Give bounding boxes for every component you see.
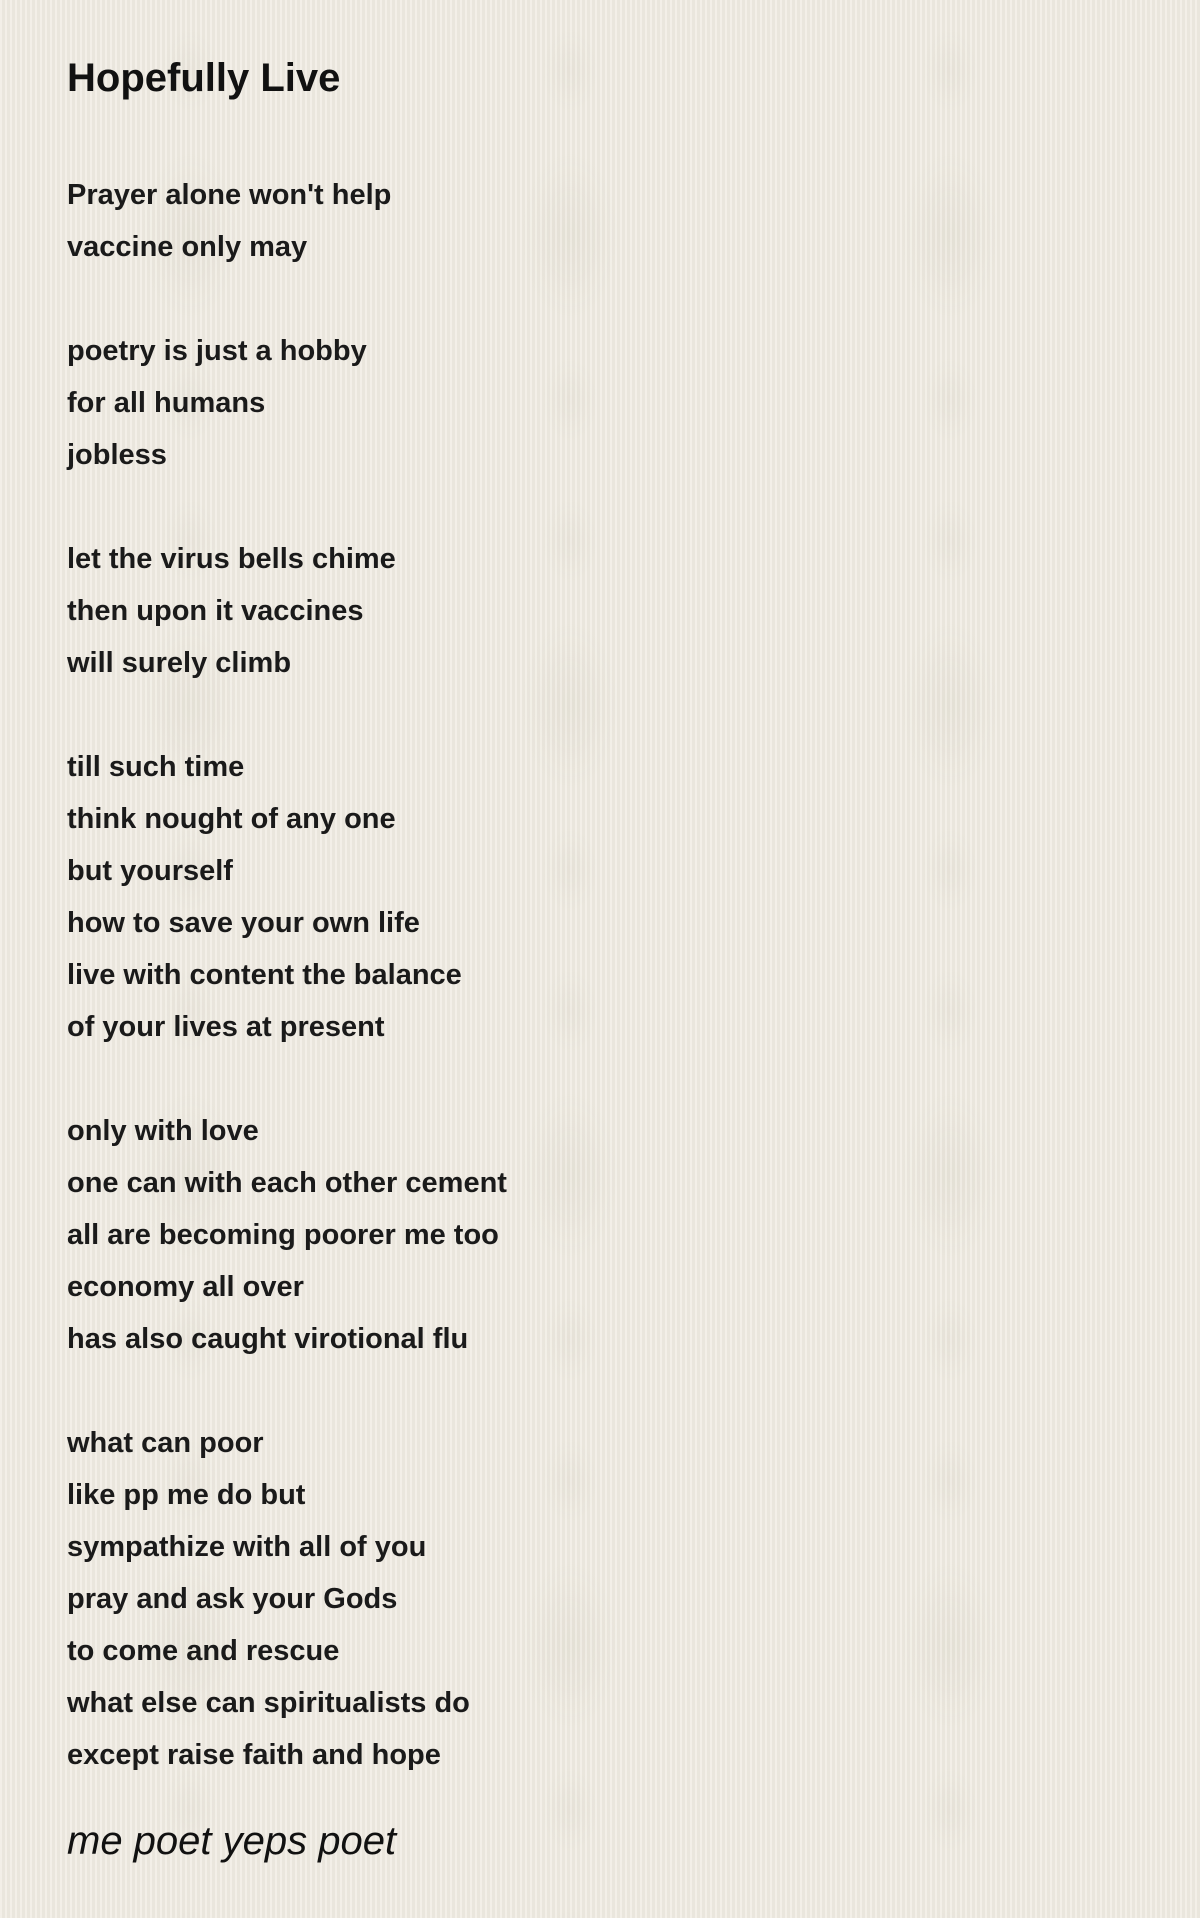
stanza-1 [67, 169, 1127, 273]
poem-line: till such time [67, 751, 245, 783]
poem-body [67, 169, 1127, 1781]
poem-line: pray and ask your Gods [67, 1583, 398, 1615]
poem-line: let the virus bells chime [67, 543, 396, 575]
poem-line: then upon it vaccines [67, 595, 364, 627]
poem-line: Prayer alone won't help [67, 179, 392, 211]
poem-line: has also caught virotional flu [67, 1323, 469, 1355]
poem-line: economy all over [67, 1271, 304, 1303]
poem-line: will surely climb [67, 647, 292, 679]
poem-page [67, 48, 1127, 1867]
poem-line: only with love [67, 1115, 259, 1147]
poem-line: for all humans [67, 387, 266, 419]
stanza-3 [67, 533, 1127, 689]
poem-line: what else can spiritualists do [67, 1687, 470, 1719]
poem-line: to come and rescue [67, 1635, 340, 1667]
stanza-5 [67, 1105, 1127, 1365]
poem-title: Hopefully Live [67, 56, 341, 100]
poem-line: except raise faith and hope [67, 1739, 441, 1771]
poem-line: think nought of any one [67, 803, 396, 835]
stanza-6 [67, 1417, 1127, 1781]
poem-line: jobless [67, 439, 167, 471]
poem-line: poetry is just a hobby [67, 335, 367, 367]
poem-line: sympathize with all of you [67, 1531, 427, 1563]
poem-line: of your lives at present [67, 1011, 385, 1043]
poem-line: live with content the balance [67, 959, 462, 991]
stanza-2 [67, 325, 1127, 481]
poem-line: one can with each other cement [67, 1167, 507, 1199]
poem-line: how to save your own life [67, 907, 420, 939]
poem-line: like pp me do but [67, 1479, 306, 1511]
poem-line: all are becoming poorer me too [67, 1219, 499, 1251]
poem-line: what can poor [67, 1427, 264, 1459]
poem-line: but yourself [67, 855, 233, 887]
poem-author: me poet yeps poet [67, 1819, 397, 1863]
poem-line: vaccine only may [67, 231, 308, 263]
stanza-4 [67, 741, 1127, 1053]
